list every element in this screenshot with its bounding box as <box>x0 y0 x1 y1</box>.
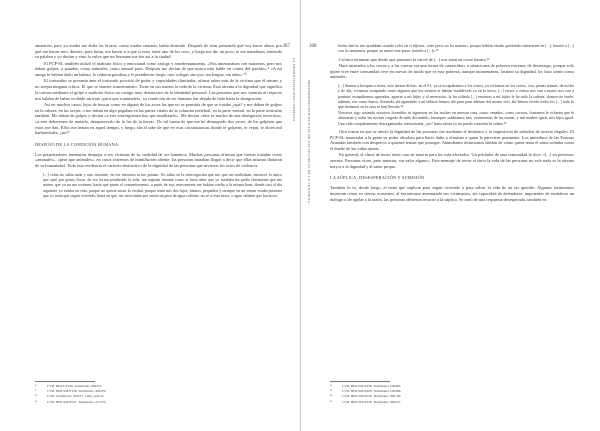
quote-text: Nosotros sigo acuando nosotros dormidos tú siguieron en las noches en nuestra casa, como venados, como corrsos, fornamos le echaran que le abracaran y todas las noches cargado de niño decanaldo; fornaquie saldríamos tres, vestimentas de los monte, y mil madres igual, mis hijos igual. Una vida completamente desorganizada, atemorizada, ¿no? hasta ahora yo no puedo controlar la calma.¹⁵ <box>338 109 574 126</box>
running-head: TRATAMIENTO PSICOSOCIAL DE LAS SECUELAS DE LA VIOLENCIA <box>307 80 311 204</box>
footnotes <box>35 381 275 405</box>
paragraph: amanecer, pero yo estaba me dolía los brazos, como estaba cansado, había dormido. Después de estar pensando qué voy hacer ahora, por qué me hacen esto, dientes, pues hasta, me hacen ir a que si eran, tenía uno de los coco, y luego me dio un poco, te me mandaron, teniendo su palabra y yo decían y vino la vulva que mi hermano me fue así a la ciudad. <box>35 43 282 60</box>
section-heading: DESPOJO DE LA CONDICIÓN HUMANA <box>35 142 119 148</box>
footnote-mark: ¹⁰ <box>35 394 38 399</box>
footnote-mark: ⁸ <box>35 384 37 388</box>
footnote-rule <box>330 381 390 382</box>
footnote-text: CVR. BDI-SM-P438. Testimonio 100962. <box>342 384 402 388</box>
footnote-mark: ¹⁴ <box>330 394 333 399</box>
footnote-mark: ¹³ <box>330 389 333 394</box>
block-quote <box>43 172 282 198</box>
paragraph: El PCP-SL también utilizó el maltrato físico y emocional como castigo y amedrentamiento. «Nos amenazaban con matarnos, pero nos daban golpes, a patadas, como animales, como animal pues. Después me decían de que nunca más hable en contra del partido».⁶ «A mi amigo le habían dado un balazo, le rodaron gasolina y le prendieron fuego, otro colegas sin ojos, sin lengua, sin uñas».¹⁰ <box>35 60 282 78</box>
footnote-mark: ⁹ <box>35 389 37 394</box>
footnote-text: CVR. BDI-SM-P328. Testimonio 300227. <box>342 399 402 404</box>
footnote <box>330 400 570 405</box>
footnote-text: CVR. BDI-SM-P138. Testimonio 300470. <box>47 389 107 394</box>
page-number: 367 <box>282 44 290 49</box>
quote-text: [...] íbamos a bosques a sitios, esto menos divino, en el 91, ya se escapábamos a los cerros, ya vivíamos en los cerros, con, pemas tramas, de noche y de día, vivíamos escapando como algunos que los sienten se habían establecido ya en la tierra, [...] cerros y estero nos van a matar, nos van a ponmar, escapábamos apurados, agarrar a mi hijito y al menorcito, la hu soltado [...] entonces a mi hijito le ha nido la cabeza, chamacito huele, además, eso como huevo, llorando, así agarrando a mi bebitos hemos ido pues para adentro del monte viví, ahí hemos vivido todos los [...] todo lo que teníamos en la casa se han llevado.¹⁴ <box>338 83 574 110</box>
quote-text: hecho hervir, me ayudaban cuando volví en sí dijeron, «este perro no ha muerto», porque habían estado queriendo enterrarme en [...], botarlo a [...] con la camioneta, porque ya murió este perro, botarlo a [...]».¹² <box>338 43 574 54</box>
paragraph: Crónica terminan que desde que pasamos la cárcel de [...] nos trataron como basura.¹³ <box>339 56 490 62</box>
footnote-text: CVR. BDI-I-P138. Testimonio 200475. <box>47 384 103 388</box>
quote-text: [...] como no sabía nada y otro inocente, en ese entonces ni me ponían. No sabía en la interrogación que me, que me maltraban, entonces lo único que optó por gritar, llorar, de esa forma pendiendo la vida, me seguían durante como si fuera abrir que yo también les pedía claramente que me maten, que ya no me torturen, hasta qué punto el consentimiento, a partir de eso, nuevamente me habían vuelto a la misma base, donde casi al día siguiente yo estaba en vida, porque no quería morir la verdad, porque tenía mis dos hijos, fuimos, pequeños y siempre en mi mente estaba presente que yo tenía que seguir viviendo, hasta en que, me necesitaba que sentía un peso de agua caliente, no sé si esta tierra, o agua caliente que hacía mi. <box>43 171 282 199</box>
section-heading: LA SÚPLICA: DESESPERACIÓN Y SUMISIÓN <box>330 175 425 181</box>
page-number: 368 <box>309 44 317 49</box>
footnote-mark: ¹² <box>330 384 333 388</box>
footnote-mark: ¹⁵ <box>330 399 333 404</box>
footnote-text: CVR. BDI-SM-P521. Testimonio 411276. <box>47 399 107 404</box>
block-quote <box>338 43 574 54</box>
footnote-mark: ¹¹ <box>35 399 38 404</box>
footnotes <box>330 381 570 405</box>
footnote-text: CVR. BDI-SM-P528. Testimonio 300166. <box>342 394 402 399</box>
paragraph: Hará asustados a los cerros y a las cuevas era una forma de «atraicidar» a situaciones de pobreza extrema, de desarraigo, porque solo quien vive entre comunidad vive en cuevas de modo que es esta pobreza, aunque momentánea, lastimó su dignidad, los hizo sentir como animales. <box>330 62 574 80</box>
running-head: LA DESMOVILIZACIÓN COMPLETA <box>292 58 296 122</box>
footnote-rule <box>35 381 95 382</box>
body-text <box>330 43 574 203</box>
paragraph: Otra forma en que se afectó la dignidad de las personas fue mediante el deshonor y la imposición de métodos de arresto ilegales. El PCP-SL anunciaba a la gente su poder absoluto para hacer daño o eliminar a quien le pareciese pertinente. Los miembros de las Fuerzas Armadas también con desprecio a quienes tenían que proteger. Abundantes testimonios hablan de cómo quien tenía el arma actuaba como el dueño de las vidas ajenas. <box>330 128 574 151</box>
paragraph: Así en muchos casos, lejos de buscar como en alguno de los actos las que no se permitía de que se trataba ¿qué? y me daban de golpes en la cabeza, en las orejas, o me daban en algo pegaban en las partes vitales de la columna vertebral, en la parte ventral, en la parte testicular también. Me daban de golpes y decían «a este sinvergüenza hay que inutilizarlo». Me decían «éste es mucho de una denegación terrorista», «a este deberemos de matarlo, desaparecerlo de la faz de la tierra». De tal forma de que me he desmayado dos veces, de los golpizas que estos me dan. Ellos me tenían en aquel tiempo, y luego, sin al sabe de que en esas circunstancias donde te golpean, te vejan, te dicen mil barbaridades, ¿no?⁹ <box>35 101 282 136</box>
paragraph: También lo es, desde luego, el tener que suplicar para seguir viviendo o para salvar la vida de un ser querido. Algunos testimonios muestran cómo en ciertas ocasiones, al encontrarse amenazado sus víctimarios, sin capacidad de defenderse, impotentes de establecer un diálogo o de apelar a la razón, las personas debieron recurrir a la súplica. Se trató de una respuesta desesperada, también en <box>330 185 574 202</box>
paragraph: El torturador se presenta ante el torturado provisto de poder y capacidades ilimitadas, afirma saber más de la víctima que él mismo y no acepta ninguna crítica. El que se somete sometimiento. Tiene en sus manos la vida de la víctima. Esta afrenta a la dignidad que significa la tortura mediante el golpe o maltrato físico un castigo muy destructivo de la identidad personal. Las personas que nos cuentan al respecto nos hablan de haber recibido un trato «peor que a animales», su condición de ser humano fue dejada de lado hasta la denigración. <box>35 78 282 101</box>
block-quote <box>338 83 574 126</box>
footnote-text: CVR. BDI-SM-P428. Testimonio 100486. <box>342 389 402 394</box>
footnote-text: CVR. Testimonio 100477. Lima, policía. <box>47 394 105 399</box>
paragraph: Los perpetradores intentaron despojar a sus víctimas de su cualidad de ser humanos. Muchas personas afirman que fueron tratadas como «animales», «peor que animales», en casos extremos de humillación aliente, las personas mataban llegan a decir que ellas mismas dudaron de su humanidad. Todo esto evidencia el carácter destructivo de la dignidad de las personas que tuvieron los actos de violencia. <box>35 151 282 169</box>
right-page <box>301 0 600 431</box>
paragraph: En general, el clima de terror tenía cara de muerte para los más afectados. Un poblador de una comunidad lo dice: «[...] en pretextos eternos. Personas vivas, pero muertas, sin valor alguno». Este mensaje de terror el decir la vida de las personas no vale nada es la afrenta mayor a la dignidad y al amor propio. <box>330 152 574 169</box>
body-text <box>35 43 282 201</box>
footnote <box>35 400 275 405</box>
